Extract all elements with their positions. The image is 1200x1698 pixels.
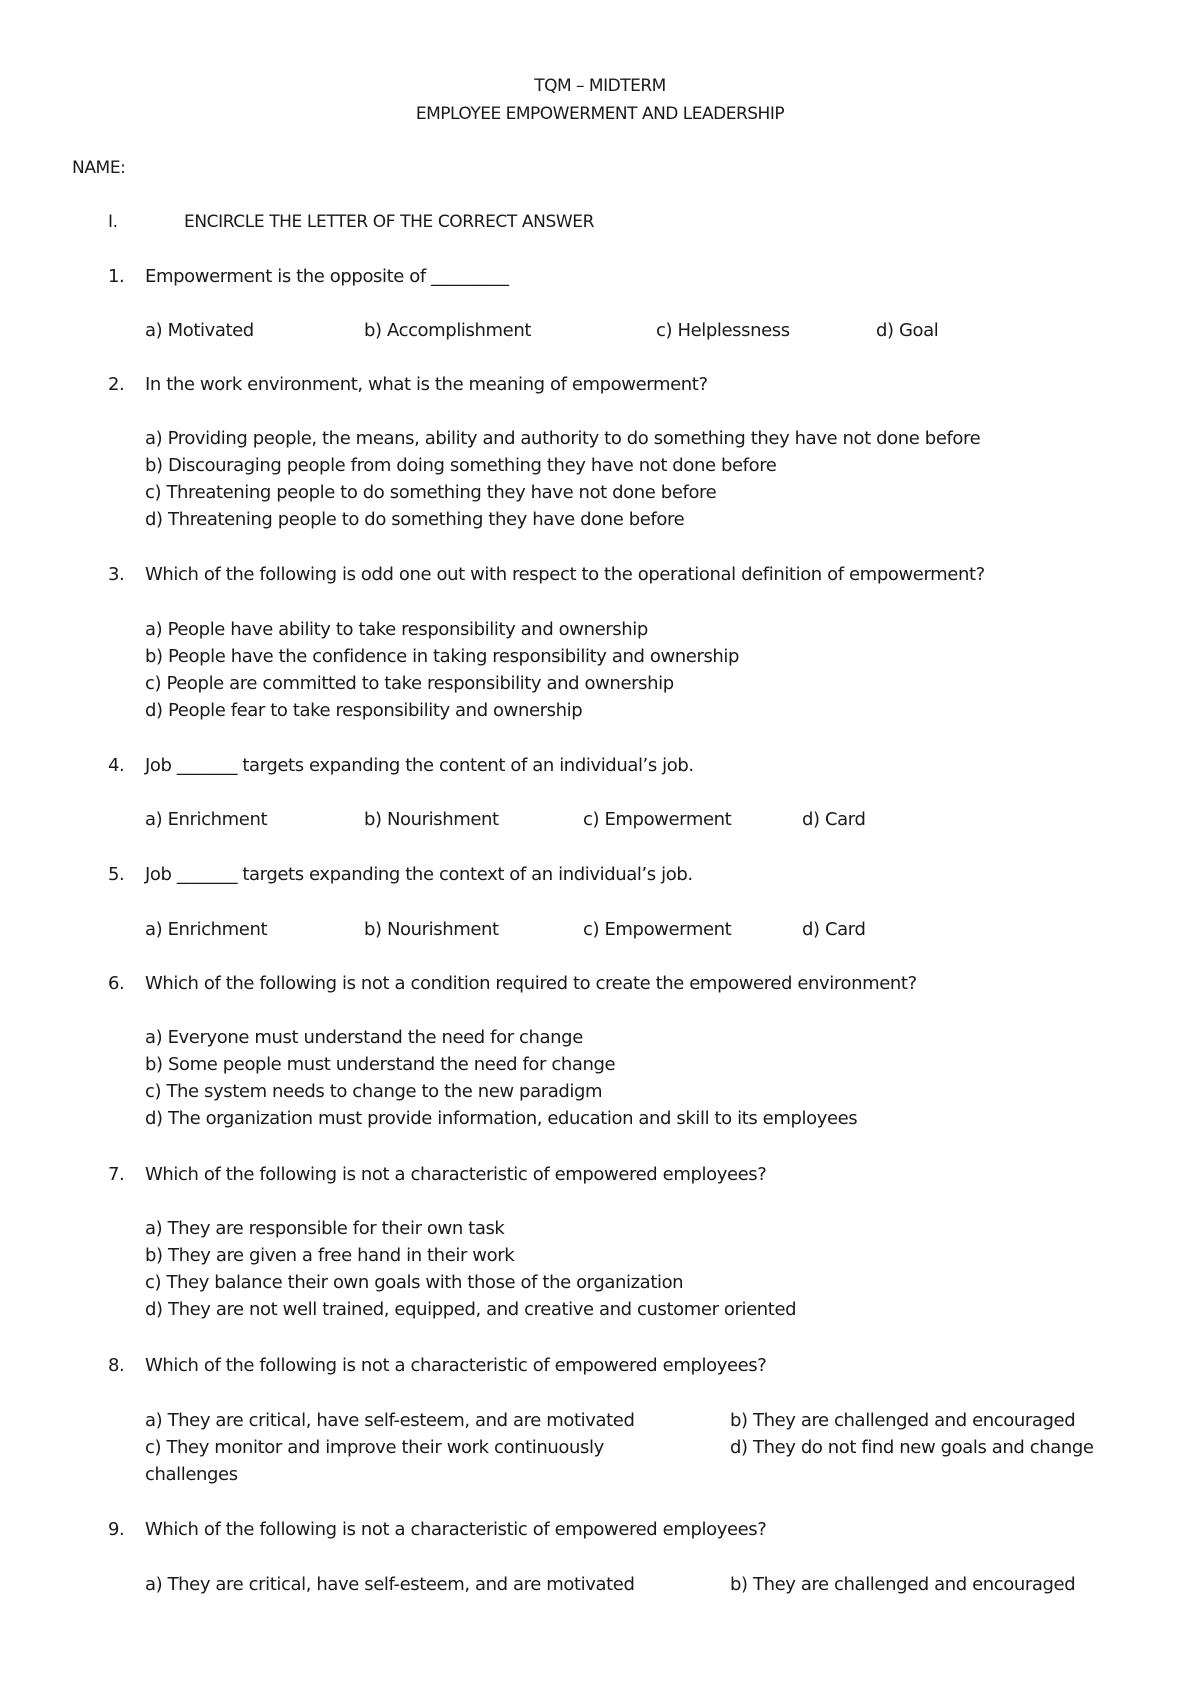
option-c[interactable]: c) Threatening people to do something they have not done before <box>145 482 717 503</box>
question-number: 2. <box>108 374 125 395</box>
question-number: 4. <box>108 755 125 776</box>
option-a[interactable]: a) They are responsible for their own task <box>145 1218 505 1239</box>
option-d[interactable]: d) The organization must provide information, education and skill to its employees <box>145 1108 858 1129</box>
option-c[interactable]: c) Empowerment <box>583 919 732 940</box>
option-b[interactable]: b) They are challenged and encouraged <box>730 1574 1076 1595</box>
option-b[interactable]: b) They are challenged and encouraged <box>730 1410 1076 1431</box>
question-number: 7. <box>108 1164 125 1185</box>
section-number: I. <box>108 212 118 232</box>
option-d[interactable]: d) Card <box>802 809 866 830</box>
option-d[interactable]: d) They are not well trained, equipped, and creative and customer oriented <box>145 1299 797 1320</box>
option-d[interactable]: d) Goal <box>876 320 939 341</box>
option-c[interactable]: c) They balance their own goals with those of the organization <box>145 1272 684 1293</box>
option-c[interactable]: c) People are committed to take responsibility and ownership <box>145 673 674 694</box>
question-text: Empowerment is the opposite of _________ <box>145 266 509 287</box>
option-b[interactable]: b) They are given a free hand in their work <box>145 1245 515 1266</box>
question-text: In the work environment, what is the meaning of empowerment? <box>145 374 708 395</box>
name-label: NAME: <box>72 158 126 178</box>
question-number: 1. <box>108 266 125 287</box>
option-a[interactable]: a) People have ability to take responsibility and ownership <box>145 619 648 640</box>
option-a[interactable]: a) Motivated <box>145 320 254 341</box>
question-text: Which of the following is not a characteristic of empowered employees? <box>145 1355 767 1376</box>
option-c[interactable]: c) Helplessness <box>656 320 790 341</box>
option-d[interactable]: d) Threatening people to do something they have done before <box>145 509 685 530</box>
option-d-continued: challenges <box>145 1464 238 1485</box>
question-number: 6. <box>108 973 125 994</box>
question-text: Job _______ targets expanding the content of an individual’s job. <box>145 755 694 776</box>
option-a[interactable]: a) Enrichment <box>145 809 268 830</box>
option-c[interactable]: c) They monitor and improve their work continuously <box>145 1437 604 1458</box>
option-d[interactable]: d) They do not find new goals and change <box>730 1437 1094 1458</box>
question-number: 5. <box>108 864 125 885</box>
option-b[interactable]: b) Nourishment <box>364 809 499 830</box>
option-b[interactable]: b) Some people must understand the need for change <box>145 1054 616 1075</box>
option-b[interactable]: b) People have the confidence in taking responsibility and ownership <box>145 646 740 667</box>
option-b[interactable]: b) Discouraging people from doing something they have not done before <box>145 455 777 476</box>
question-text: Which of the following is not a characteristic of empowered employees? <box>145 1164 767 1185</box>
option-b[interactable]: b) Accomplishment <box>364 320 531 341</box>
question-text: Which of the following is odd one out with respect to the operational definition of empowerment? <box>145 564 985 585</box>
question-number: 3. <box>108 564 125 585</box>
option-b[interactable]: b) Nourishment <box>364 919 499 940</box>
option-c[interactable]: c) Empowerment <box>583 809 732 830</box>
option-a[interactable]: a) Enrichment <box>145 919 268 940</box>
option-d[interactable]: d) Card <box>802 919 866 940</box>
option-a[interactable]: a) Everyone must understand the need for change <box>145 1027 583 1048</box>
question-number: 8. <box>108 1355 125 1376</box>
question-text: Which of the following is not a condition required to create the empowered environment? <box>145 973 917 994</box>
exam-title: TQM – MIDTERM <box>534 76 666 96</box>
exam-subtitle: EMPLOYEE EMPOWERMENT AND LEADERSHIP <box>415 104 785 124</box>
question-text: Job _______ targets expanding the context of an individual’s job. <box>145 864 693 885</box>
section-instruction: ENCIRCLE THE LETTER OF THE CORRECT ANSWER <box>184 212 594 232</box>
option-d[interactable]: d) People fear to take responsibility and ownership <box>145 700 583 721</box>
option-a[interactable]: a) They are critical, have self-esteem, and are motivated <box>145 1410 635 1431</box>
question-number: 9. <box>108 1519 125 1540</box>
option-c[interactable]: c) The system needs to change to the new paradigm <box>145 1081 603 1102</box>
option-a[interactable]: a) They are critical, have self-esteem, and are motivated <box>145 1574 635 1595</box>
question-text: Which of the following is not a characteristic of empowered employees? <box>145 1519 767 1540</box>
option-a[interactable]: a) Providing people, the means, ability and authority to do something they have not done before <box>145 428 981 449</box>
